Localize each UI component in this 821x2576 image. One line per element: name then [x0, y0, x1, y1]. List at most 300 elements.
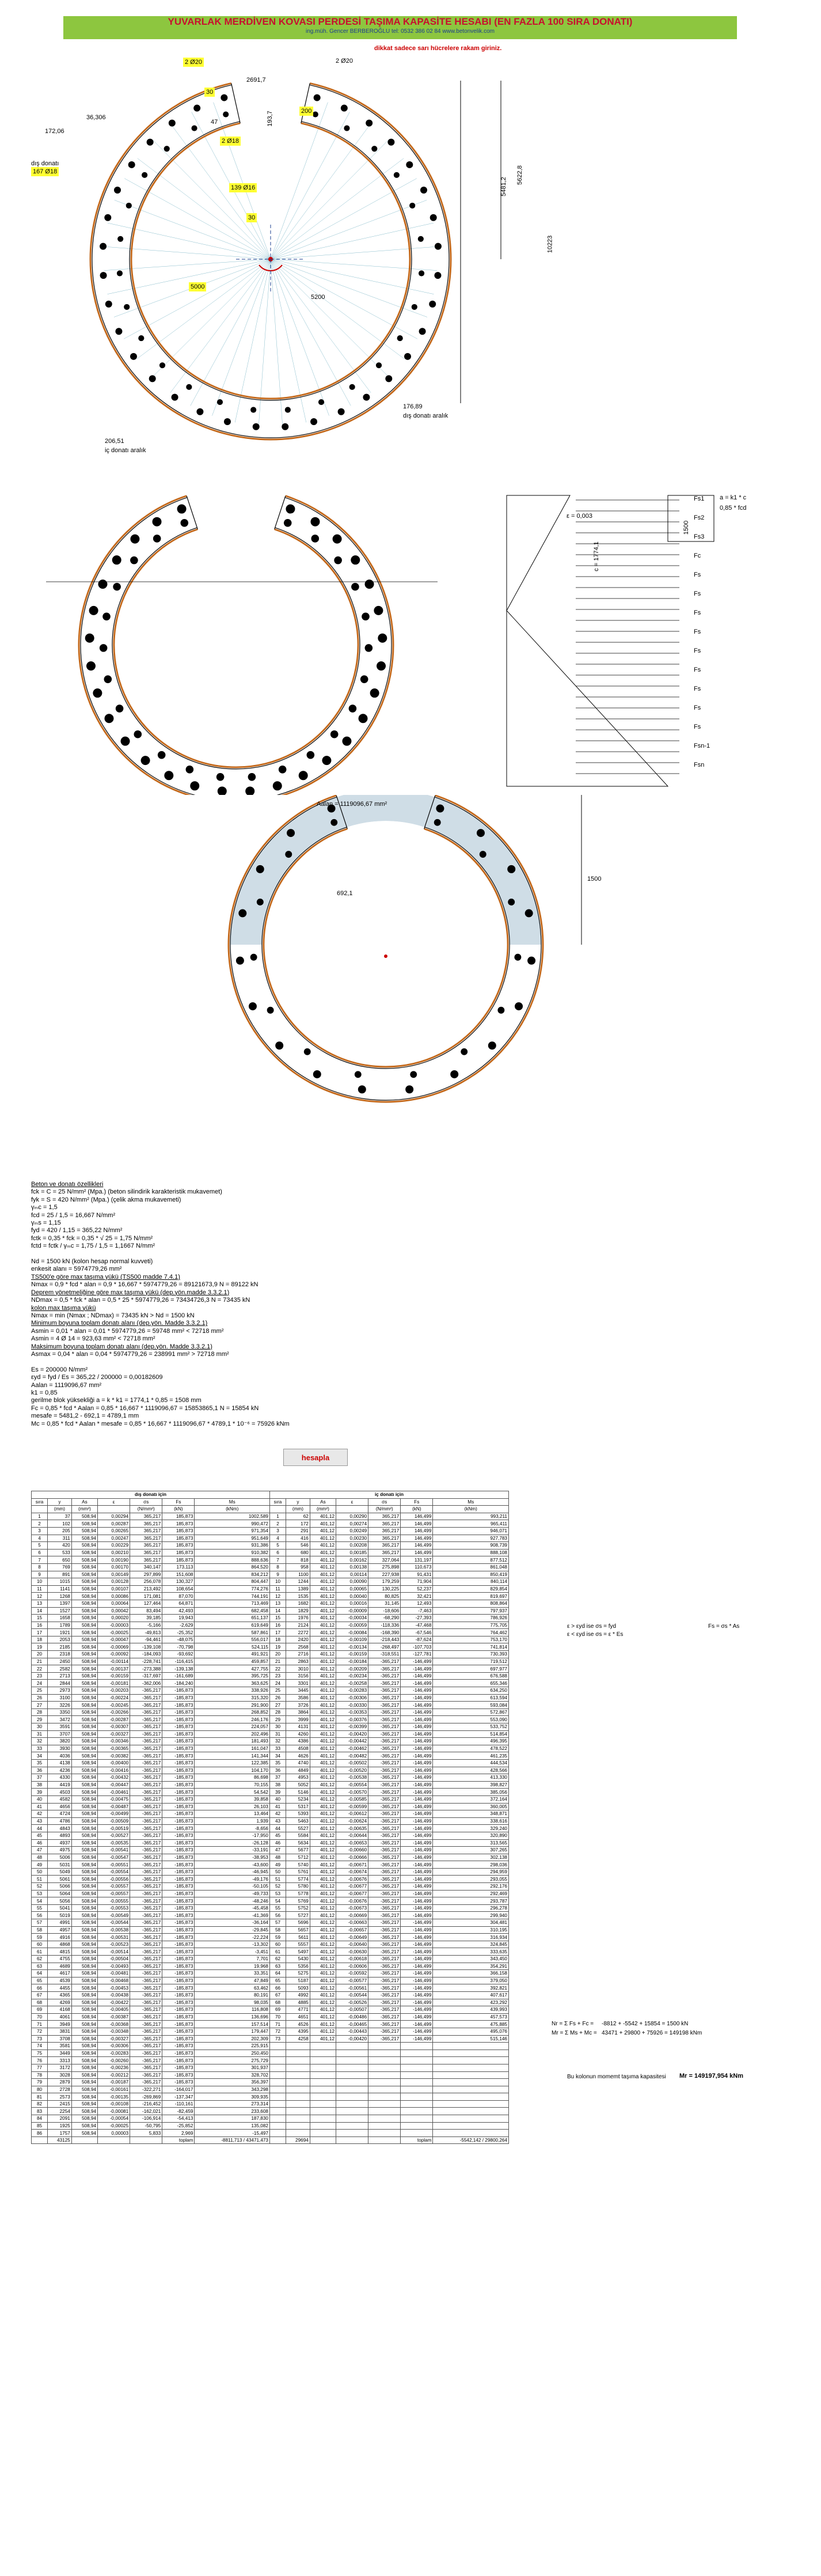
table-cell: -365,217 — [368, 1926, 401, 1934]
table-cell: -185,873 — [162, 2050, 195, 2057]
table-cell: 1 — [32, 1513, 48, 1520]
outer-rebar — [385, 375, 392, 382]
table-cell: -185,873 — [162, 1810, 195, 1818]
table-cell: 508,94 — [71, 1832, 97, 1839]
table-cell: 676,588 — [433, 1672, 509, 1680]
table-cell: 66 — [32, 1984, 48, 1992]
table-cell: 4786 — [48, 1817, 72, 1825]
table-cell — [401, 2130, 433, 2137]
table-cell: 401,12 — [310, 1600, 336, 1607]
table-cell: 910,382 — [195, 1549, 270, 1556]
force-label: Fs — [694, 609, 701, 616]
table-cell: 508,94 — [71, 1977, 97, 1984]
inner-rebar — [100, 644, 108, 652]
table-cell: 4916 — [48, 1934, 72, 1941]
table-cell: 888,108 — [433, 1549, 509, 1556]
table-cell: 4330 — [48, 1774, 72, 1782]
table-cell: -365,217 — [130, 1803, 162, 1810]
table-cell: -0,00606 — [336, 1963, 368, 1970]
table-cell: 5234 — [286, 1795, 310, 1803]
table-cell: 65 — [269, 1977, 286, 1984]
column-unit: (kNm) — [195, 1506, 270, 1513]
table-cell: 356,397 — [195, 2079, 270, 2086]
table-cell: 136,696 — [195, 2013, 270, 2021]
table-cell: 250,450 — [195, 2050, 270, 2057]
table-cell: 275,898 — [368, 1563, 401, 1571]
table-cell: -146,499 — [401, 2035, 433, 2043]
table-cell: 33 — [269, 1745, 286, 1752]
table-cell: -36,164 — [195, 1919, 270, 1927]
table-cell: -0,00306 — [336, 1694, 368, 1702]
table-cell: -0,00181 — [98, 1680, 130, 1687]
table-cell: 401,12 — [310, 1745, 336, 1752]
table-cell: 28 — [269, 1709, 286, 1716]
table-cell: 401,12 — [310, 1730, 336, 1738]
table-cell: 392,821 — [433, 1984, 509, 1992]
table-cell: -0,00432 — [98, 1774, 130, 1782]
table-cell: 401,12 — [310, 1956, 336, 1963]
table-cell: -185,873 — [162, 1738, 195, 1745]
table-cell: 5006 — [48, 1854, 72, 1861]
table-cell: -365,217 — [368, 1897, 401, 1905]
table-cell: 508,94 — [71, 1665, 97, 1673]
table-cell: 365,217 — [130, 1513, 162, 1520]
table-row — [32, 1868, 509, 1876]
table-cell: 401,12 — [310, 1694, 336, 1702]
table-cell: 774,276 — [195, 1585, 270, 1593]
dimension-line — [271, 112, 349, 259]
table-cell: -146,499 — [401, 1752, 433, 1760]
table-cell: -0,00209 — [336, 1665, 368, 1673]
table-cell: -49,176 — [195, 1876, 270, 1883]
table-cell: -185,873 — [162, 1926, 195, 1934]
table-cell: 60 — [269, 1941, 286, 1948]
table-cell: 401,12 — [310, 1934, 336, 1941]
table-row — [32, 1847, 509, 1854]
column-unit: (kN) — [162, 1506, 195, 1513]
inner-rebar — [311, 535, 319, 543]
wall-arc — [112, 528, 360, 769]
table-cell: 508,94 — [71, 2057, 97, 2064]
column-header: Ms — [433, 1498, 509, 1506]
dimension-line — [271, 259, 283, 426]
table-cell: -185,873 — [162, 1868, 195, 1876]
table-cell: 2728 — [48, 2086, 72, 2093]
outer-rebar — [286, 505, 295, 514]
table-cell: 3449 — [48, 2050, 72, 2057]
table-cell: 508,94 — [71, 1934, 97, 1941]
table-cell: 401,12 — [310, 1716, 336, 1723]
table-cell: 4168 — [48, 2006, 72, 2014]
dimension-line — [271, 259, 417, 339]
table-cell: 37 — [269, 1774, 286, 1782]
table-cell: 401,12 — [310, 1774, 336, 1782]
table-cell: 508,94 — [71, 1716, 97, 1723]
inner-rebar — [267, 1007, 274, 1014]
inner-rebar — [180, 519, 188, 527]
dimension-line — [124, 259, 271, 339]
table-cell: -43,600 — [195, 1861, 270, 1869]
table-cell: 682,458 — [195, 1607, 270, 1615]
table-row — [32, 1622, 509, 1629]
table-cell: -48,246 — [195, 1897, 270, 1905]
table-cell: 416 — [286, 1535, 310, 1542]
table-cell: 508,94 — [71, 2086, 97, 2093]
table-row — [32, 1795, 509, 1803]
table-cell: 508,94 — [71, 2100, 97, 2108]
table-cell: -0,00092 — [98, 1651, 130, 1658]
input-dim-200[interactable]: 200 — [299, 107, 313, 116]
calc-line: Nmax = 0,9 * fcd * alan = 0,9 * 16,667 * 5974779,26 = 89121673,9 N = 89122 kN — [31, 1281, 259, 1289]
table-cell: -0,00307 — [98, 1723, 130, 1731]
table-cell: 47,849 — [195, 1977, 270, 1984]
table-cell: -146,499 — [401, 1919, 433, 1927]
header-banner — [63, 16, 737, 39]
outer-rebar — [363, 394, 370, 401]
table-cell — [433, 2050, 509, 2057]
table-cell: 7 — [32, 1556, 48, 1564]
table-cell: 5317 — [286, 1803, 310, 1810]
table-cell: 104,170 — [195, 1767, 270, 1774]
table-cell: 41 — [32, 1803, 48, 1810]
calc-line: Fc = 0,85 * fcd * Aalan = 0,85 * 16,667 * 1119096,67 = 15853865,1 N = 15854 kN — [31, 1404, 259, 1412]
table-cell: 11 — [269, 1585, 286, 1593]
outer-rebar — [130, 535, 139, 544]
force-label: Fs — [694, 571, 701, 578]
table-cell: -185,873 — [162, 1825, 195, 1832]
table-cell: 508,94 — [71, 2108, 97, 2115]
table-row — [32, 1817, 509, 1825]
plan-section — [90, 81, 501, 440]
outer-rebar — [477, 829, 485, 837]
table-cell: 4843 — [48, 1825, 72, 1832]
result-label: Bu kolonun momemt taşıma kapasitesi — [567, 2074, 666, 2080]
table-cell: 365,217 — [368, 1520, 401, 1528]
table-cell: 2716 — [286, 1651, 310, 1658]
table-row — [32, 2122, 509, 2130]
inner-rebar — [191, 125, 197, 131]
table-cell: 3010 — [286, 1665, 310, 1673]
table-cell: 4582 — [48, 1795, 72, 1803]
table-cell — [368, 2071, 401, 2079]
table-cell: 64 — [32, 1970, 48, 1978]
table-cell: 86,698 — [195, 1774, 270, 1782]
table-cell: 1976 — [286, 1615, 310, 1622]
table-cell: 135,082 — [195, 2122, 270, 2130]
table-cell: -185,873 — [162, 1795, 195, 1803]
inner-rebar — [419, 270, 424, 276]
table-cell: 965,411 — [433, 1520, 509, 1528]
table-cell: -185,873 — [162, 1956, 195, 1963]
table-cell: 365,217 — [130, 1527, 162, 1535]
dimension-line — [271, 259, 351, 406]
table-cell: 508,94 — [71, 1687, 97, 1695]
table-cell — [433, 2122, 509, 2130]
table-cell: -0,00283 — [336, 1687, 368, 1695]
table-cell: -146,499 — [401, 1861, 433, 1869]
table-cell: 14 — [32, 1607, 48, 1615]
table-cell: -365,217 — [130, 2057, 162, 2064]
table-cell: -0,00544 — [336, 1991, 368, 1999]
table-cell: 508,94 — [71, 1629, 97, 1636]
table-cell: 508,94 — [71, 2021, 97, 2028]
table-cell: -0,00330 — [336, 1702, 368, 1709]
table-cell: 62 — [286, 1513, 310, 1520]
table-cell: -146,499 — [401, 1825, 433, 1832]
table-cell: 2 — [269, 1520, 286, 1528]
table-cell: -365,217 — [130, 1904, 162, 1912]
table-cell: -146,499 — [401, 1810, 433, 1818]
table-cell: -0,00003 — [98, 1622, 130, 1629]
input-bars-top[interactable]: 2 Ø20 — [183, 58, 204, 67]
column-header: Ms — [195, 1498, 270, 1506]
table-cell: 19,968 — [195, 1963, 270, 1970]
table-cell: 4526 — [286, 2021, 310, 2028]
table-cell: -94,461 — [130, 1636, 162, 1643]
table-cell: -0,00555 — [98, 1897, 130, 1905]
table-cell — [368, 2064, 401, 2071]
column-header: As — [71, 1498, 97, 1506]
table-cell: 401,12 — [310, 2021, 336, 2028]
table-cell: -185,873 — [162, 2006, 195, 2014]
table-cell: 102 — [48, 1520, 72, 1528]
table-cell: 775,705 — [433, 1622, 509, 1629]
inner-group-header: iç donatı için — [269, 1491, 508, 1499]
table-cell: 508,94 — [71, 1513, 97, 1520]
inner-rebar — [285, 407, 291, 412]
table-cell: -146,499 — [401, 1665, 433, 1673]
inner-spacing-label: iç donatı aralık — [105, 447, 146, 454]
table-cell: -365,217 — [368, 1795, 401, 1803]
table-row — [32, 1963, 509, 1970]
table-cell: 23 — [32, 1672, 48, 1680]
inner-rebar — [285, 851, 292, 858]
table-cell: -38,953 — [195, 1854, 270, 1861]
input-t2[interactable]: 30 — [246, 213, 257, 222]
force-label: Fs — [694, 666, 701, 673]
table-cell: -365,217 — [368, 1759, 401, 1767]
table-cell: 508,94 — [71, 1883, 97, 1891]
table-cell: -0,00348 — [98, 2028, 130, 2035]
table-cell: 508,94 — [71, 2064, 97, 2071]
table-cell: 475,885 — [433, 2021, 509, 2028]
table-cell — [433, 2115, 509, 2123]
table-cell: -268,497 — [368, 1643, 401, 1651]
table-cell: 338,616 — [433, 1817, 509, 1825]
input-inner-rebar[interactable]: 139 Ø16 — [229, 183, 257, 192]
dimension-line — [271, 259, 389, 377]
table-cell: 52 — [32, 1883, 48, 1891]
column-unit — [32, 1506, 48, 1513]
table-cell: -0,00475 — [98, 1795, 130, 1803]
table-cell: 401,12 — [310, 1963, 336, 1970]
table-cell: 0,00290 — [336, 1513, 368, 1520]
table-cell: 202,309 — [195, 2035, 270, 2043]
table-cell: -0,00553 — [98, 1904, 130, 1912]
calculate-button[interactable]: hesapla — [283, 1449, 348, 1466]
table-cell: -127,781 — [401, 1651, 433, 1658]
table-cell: 2573 — [48, 2093, 72, 2101]
table-cell: -365,217 — [368, 1810, 401, 1818]
table-cell: 508,94 — [71, 1702, 97, 1709]
outer-rebar — [218, 786, 227, 795]
inner-rebar — [284, 519, 292, 527]
table-cell: 401,12 — [310, 1527, 336, 1535]
table-cell: 5527 — [286, 1825, 310, 1832]
table-cell: 4849 — [286, 1767, 310, 1774]
table-cell: 5774 — [286, 1876, 310, 1883]
outer-rebar — [488, 1041, 496, 1050]
table-cell: -185,873 — [162, 1919, 195, 1927]
inner-rebar — [153, 535, 161, 543]
total-cell: toplam — [401, 2136, 433, 2144]
table-cell: 719,512 — [433, 1658, 509, 1665]
total-cell: -5542,142 / 29800,264 — [433, 2136, 509, 2144]
table-cell: 457,573 — [433, 2013, 509, 2021]
table-cell: 401,12 — [310, 1535, 336, 1542]
table-cell: 157,514 — [195, 2021, 270, 2028]
input-bars-mid[interactable]: 2 Ø18 — [220, 137, 241, 146]
table-cell — [433, 2100, 509, 2108]
table-cell: 2450 — [48, 1658, 72, 1665]
table-cell: 146,499 — [401, 1513, 433, 1520]
table-cell: 43 — [32, 1817, 48, 1825]
table-cell: 205 — [48, 1527, 72, 1535]
table-cell: 73 — [269, 2035, 286, 2043]
table-cell: 5031 — [48, 1861, 72, 1869]
table-row — [32, 1585, 509, 1593]
table-cell: 43 — [269, 1817, 286, 1825]
table-cell: 146,499 — [401, 1542, 433, 1550]
table-cell: -269,869 — [130, 2093, 162, 2101]
calc-line — [31, 1251, 434, 1258]
force-label: Fsn — [694, 762, 705, 768]
inner-rebar — [371, 146, 377, 151]
table-cell: 508,94 — [71, 1941, 97, 1948]
table-cell: 4395 — [286, 2028, 310, 2035]
table-cell: -185,873 — [162, 1883, 195, 1891]
table-cell: 655,346 — [433, 1680, 509, 1687]
outer-rebar — [100, 272, 107, 279]
table-cell — [336, 2071, 368, 2079]
table-cell: -365,217 — [130, 1977, 162, 1984]
table-cell: -365,217 — [368, 1977, 401, 1984]
table-cell — [433, 2064, 509, 2071]
outer-rebar — [172, 394, 178, 401]
table-cell — [401, 2079, 433, 2086]
table-cell: 553,090 — [433, 1716, 509, 1723]
table-cell: 508,94 — [71, 2035, 97, 2043]
table-cell: -365,217 — [130, 2043, 162, 2050]
table-cell: 0,00138 — [336, 1563, 368, 1571]
table-row — [32, 2043, 509, 2050]
table-cell: 61 — [32, 1948, 48, 1956]
table-cell: -365,217 — [130, 2013, 162, 2021]
table-cell: 35 — [269, 1759, 286, 1767]
table-cell: 401,12 — [310, 1571, 336, 1578]
table-cell: 4815 — [48, 1948, 72, 1956]
table-cell — [269, 2057, 286, 2064]
table-cell: -0,00346 — [98, 1738, 130, 1745]
table-cell: 83,494 — [130, 1607, 162, 1615]
table-cell: 1397 — [48, 1600, 72, 1607]
table-cell — [286, 2043, 310, 2050]
table-cell: -0,00547 — [98, 1854, 130, 1861]
table-cell: 5497 — [286, 1948, 310, 1956]
outer-rebar — [450, 1070, 458, 1078]
input-outer-rebar[interactable]: 167 Ø18 — [31, 167, 59, 176]
table-cell: 508,94 — [71, 1600, 97, 1607]
table-cell: 110,673 — [401, 1563, 433, 1571]
sum-moment: 43471 + 29800 + 75926 = 149198 kNm — [602, 2030, 702, 2036]
table-cell: 61 — [269, 1948, 286, 1956]
dimension-line — [104, 247, 271, 259]
table-cell: 1100 — [286, 1571, 310, 1578]
table-cell: 3156 — [286, 1672, 310, 1680]
table-cell: 4957 — [48, 1926, 72, 1934]
input-wall-thickness[interactable]: 30 — [204, 88, 215, 97]
table-cell: 327,064 — [368, 1556, 401, 1564]
input-radius[interactable]: 5000 — [189, 282, 206, 291]
table-cell — [368, 2093, 401, 2101]
centroid-point — [384, 954, 387, 958]
table-cell: 508,94 — [71, 1890, 97, 1897]
inner-rebar — [126, 203, 132, 209]
rule-force: Fs = σs * As — [708, 1623, 740, 1630]
table-cell: -139,138 — [162, 1665, 195, 1673]
table-cell: 338,926 — [195, 1687, 270, 1695]
table-cell: -365,217 — [130, 2079, 162, 2086]
table-cell: -0,00353 — [336, 1709, 368, 1716]
table-cell: -365,217 — [368, 1672, 401, 1680]
table-cell: 304,481 — [433, 1919, 509, 1927]
table-cell: -185,873 — [162, 1897, 195, 1905]
table-cell: 62 — [269, 1956, 286, 1963]
table-cell: 32,421 — [401, 1593, 433, 1600]
table-cell — [368, 2079, 401, 2086]
table-cell: -365,217 — [368, 1789, 401, 1796]
table-cell: 37 — [48, 1513, 72, 1520]
table-cell — [336, 2043, 368, 2050]
table-cell: -0,00405 — [98, 2006, 130, 2014]
table-cell: -362,006 — [130, 1680, 162, 1687]
table-row — [32, 1759, 509, 1767]
table-cell — [286, 2130, 310, 2137]
table-cell: 515,146 — [433, 2035, 509, 2043]
calc-line: kolon max taşıma yükü — [31, 1304, 96, 1312]
table-cell: -185,873 — [162, 1803, 195, 1810]
table-cell: -365,217 — [368, 2028, 401, 2035]
wall-end — [275, 496, 286, 529]
table-cell: -185,873 — [162, 1948, 195, 1956]
table-row — [32, 2115, 509, 2123]
dim-5622: 5622,8 — [516, 165, 523, 185]
table-cell: 508,94 — [71, 1585, 97, 1593]
table-cell: 508,94 — [71, 1694, 97, 1702]
table-cell: 401,12 — [310, 1643, 336, 1651]
table-cell: 146,499 — [401, 1527, 433, 1535]
inner-rebar — [409, 203, 415, 209]
table-cell: -0,00442 — [336, 1738, 368, 1745]
table-cell: -365,217 — [368, 1941, 401, 1948]
result-value: Mr = 149197,954 kNm — [679, 2073, 743, 2079]
outer-rebar — [86, 661, 96, 670]
table-cell: -185,873 — [162, 1854, 195, 1861]
table-cell: 187,830 — [195, 2115, 270, 2123]
table-cell: -0,00640 — [336, 1941, 368, 1948]
table-cell: 108,654 — [162, 1585, 195, 1593]
table-row — [32, 1781, 509, 1789]
